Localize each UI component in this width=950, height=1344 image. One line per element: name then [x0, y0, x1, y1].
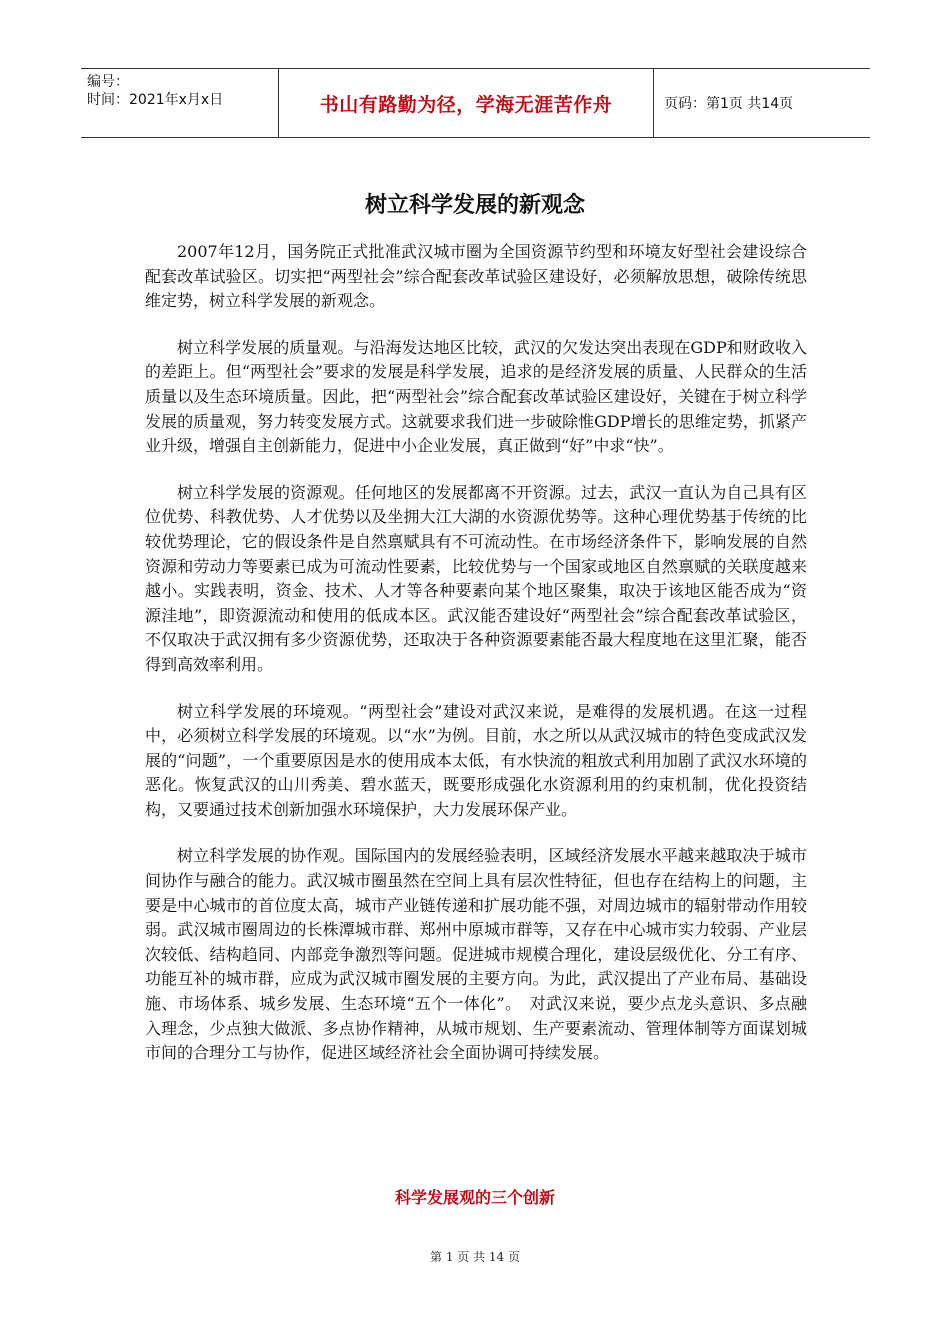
- paragraph-resources: 树立科学发展的资源观。任何地区的发展都离不开资源。过去，武汉一直认为自己具有区位优势、科教优势、人才优势以及坐拥大江大湖的水资源优势等。这种心理优势基于传统的比较优势理论，它的假设条件是自然禀赋具有不可流动性。在市场经济条件下，影响发展的自然资源和劳动力等要素已成为可流动性要素，比较优势与一个国家或地区自然禀赋的关联度越来越小。实践表明，资金、技术、人才等各种要素向某个地区聚集，取决于该地区能否成为“资源洼地”，即资源流动和使用的低成本区。武汉能否建设好“两型社会”综合配套改革试验区，不仅取决于武汉拥有多少资源优势，还取决于各种资源要素能否最大程度地在这里汇聚，能否得到高效率利用。: [145, 482, 807, 674]
- paragraph-intro: 2007年12月，国务院正式批准武汉城市圈为全国资源节约型和环境友好型社会建设综合配套改革试验区。切实把“两型社会”综合配套改革试验区建设好，必须解放思想，破除传统思维定势，树立科学发展的新观念。: [145, 242, 807, 311]
- document-time-label: 时间：2021年x月x日: [87, 92, 224, 108]
- page-header: [81, 68, 870, 138]
- header-meta: [81, 69, 279, 137]
- paragraph-environment: 树立科学发展的环境观。“两型社会”建设对武汉来说，是难得的发展机遇。在这一过程中，必须树立科学发展的环境观。以“水”为例。目前，水之所以从武汉城市的特色变成武汉发展的“问题”，一个重要原因是水的使用成本太低，有水快流的粗放式利用加剧了武汉水环境的恶化。恢复武汉的山川秀美、碧水蓝天，既要形成强化水资源利用的约束机制，优化投资结构，又要通过技术创新加强水环境保护，大力发展环保产业。: [145, 701, 807, 819]
- page-footer: 第 1 页 共 14 页: [430, 1250, 520, 1264]
- header-motto: 书山有路勤为径，学海无涯苦作舟: [279, 69, 654, 137]
- document-body: [145, 240, 807, 1088]
- header-page-info: 页码：第1页 共14页: [664, 96, 794, 112]
- section-heading: 科学发展观的三个创新: [394, 1188, 555, 1207]
- paragraph-cooperation: 树立科学发展的协作观。国际国内的发展经验表明，区域经济发展水平越来越取决于城市间协作与融合的能力。武汉城市圈虽然在空间上具有层次性特征，但也存在结构上的问题，主要是中心城市的首位度太高，城市产业链传递和扩展功能不强，对周边城市的辐射带动作用较弱。武汉城市圈周边的长株潭城市群、郑州中原城市群等，又存在中心城市实力较弱、产业层次较低、结构趋同、内部竞争激烈等问题。促进城市规模合理化，建设层级优化、分工有序、功能互补的城市群，应成为武汉城市圈发展的主要方向。为此，武汉提出了产业布局、基础设施、市场体系、城乡发展、生态环境“五个一体化”。 对武汉来说，要少点龙头意识、多点融入理念，少点独大做派、多点协作精神，从城市规划、生产要素流动、管理体制等方面谋划城市间的合理分工与协作，促进区域经济社会全面协调可持续发展。: [145, 846, 807, 1063]
- paragraph-quality: 树立科学发展的质量观。与沿海发达地区比较，武汉的欠发达突出表现在GDP和财政收入的差距上。但“两型社会”要求的发展是科学发展，追求的是经济发展的质量、人民群众的生活质量以及生态环境质量。因此，把“两型社会”综合配套改革试验区建设好，关键在于树立科学发展的质量观，努力转变发展方式。这就要求我们进一步破除惟GDP增长的思维定势，抓紧产业升级，增强自主创新能力，促进中小企业发展，真正做到“好”中求“快”。: [145, 337, 807, 456]
- document-title: 树立科学发展的新观念: [364, 193, 585, 218]
- document-number-label: 编号：: [87, 74, 129, 90]
